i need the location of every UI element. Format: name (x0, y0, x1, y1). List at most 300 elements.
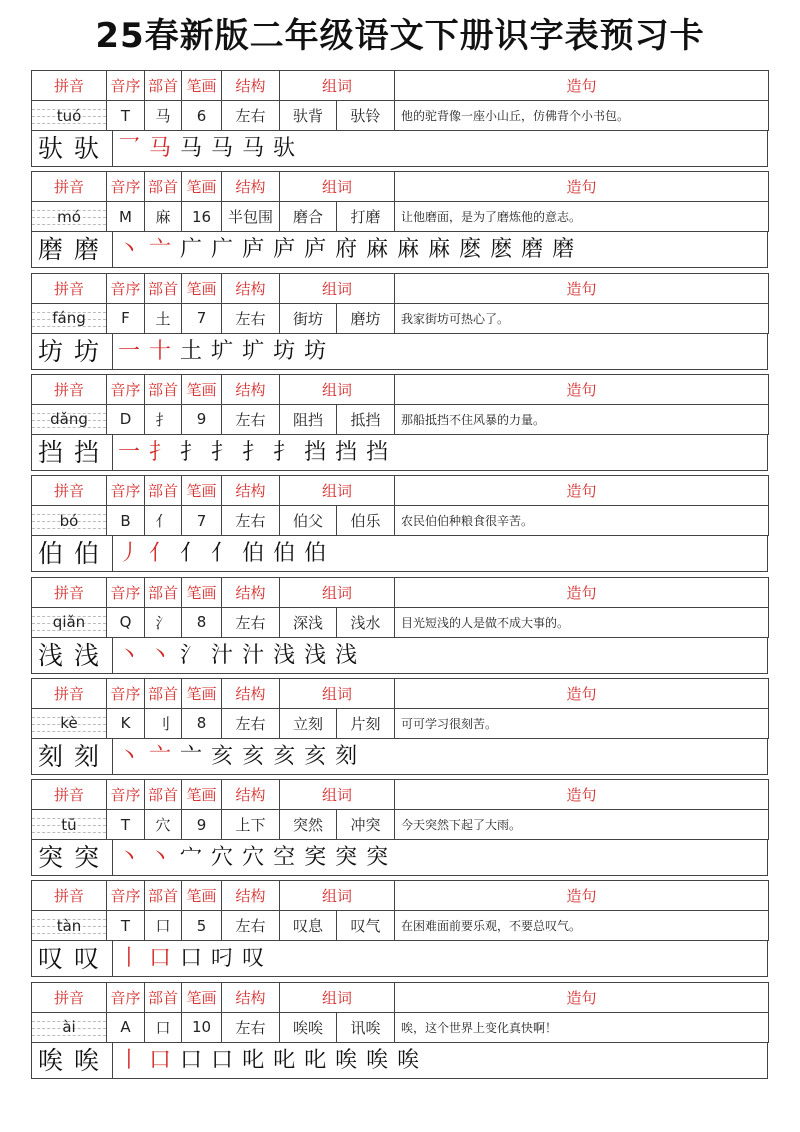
header-cell: 结构 (222, 881, 280, 911)
stroke-step: 丿 (118, 541, 150, 567)
zuci-cell: 阻挡 (280, 404, 337, 434)
bushou-cell: 口 (145, 1012, 182, 1042)
header-cell: 部首 (145, 172, 182, 202)
stroke-step: 氵 (180, 642, 212, 668)
stroke-step: 伯 (242, 541, 274, 567)
header-cell: 部首 (145, 476, 182, 506)
large-character: 突 (74, 843, 100, 873)
stroke-step: 叱 (242, 1047, 274, 1073)
stroke-step: 口 (180, 1047, 212, 1073)
bushou-cell: 刂 (145, 708, 182, 738)
bihua-cell: 6 (182, 101, 222, 131)
char-info-table (31, 678, 769, 739)
large-character: 叹 (38, 944, 64, 974)
pinyin-text: tàn (56, 916, 82, 935)
header-cell: 造句 (395, 71, 769, 101)
header-cell: 组词 (280, 678, 395, 708)
stroke-step: 亠 (149, 743, 181, 769)
divider (112, 739, 113, 774)
divider (112, 638, 113, 673)
header-cell: 笔画 (182, 881, 222, 911)
stroke-order-row (31, 334, 768, 370)
pinyin-text: mó (57, 207, 81, 226)
stroke-step: 十 (149, 338, 181, 364)
stroke-step: 唉 (366, 1047, 398, 1073)
header-cell: 部首 (145, 881, 182, 911)
stroke-step: 扌 (273, 439, 305, 465)
stroke-step: 叼 (211, 946, 243, 972)
page-title: 25春新版二年级语文下册识字表预习卡 (95, 16, 705, 56)
zuci-cell: 浅水 (337, 607, 395, 637)
zaoju-cell: 他的驼背像一座小山丘，仿佛背个小书包。 (395, 101, 769, 131)
bihua-cell: 9 (182, 810, 222, 840)
stroke-step: 亻 (211, 541, 243, 567)
stroke-order-row (31, 232, 768, 268)
header-cell: 组词 (280, 273, 395, 303)
stroke-step: 丶 (118, 743, 150, 769)
zuci-cell: 叹息 (280, 911, 337, 941)
stroke-step: 乛 (118, 136, 150, 161)
bihua-cell: 5 (182, 911, 222, 941)
header-cell: 部首 (145, 71, 182, 101)
pinyin-text: tū (61, 815, 77, 834)
bushou-cell: 马 (145, 101, 182, 131)
zuci-cell: 叹气 (337, 911, 395, 941)
stroke-step: 一 (118, 439, 150, 465)
stroke-step: 扌 (211, 439, 243, 465)
pinyin-text: qiǎn (52, 613, 86, 631)
header-cell: 结构 (222, 577, 280, 607)
char-card (31, 171, 768, 268)
header-cell: 造句 (395, 678, 769, 708)
header-cell: 造句 (395, 982, 769, 1012)
bihua-cell: 8 (182, 708, 222, 738)
stroke-sequence (118, 131, 304, 167)
stroke-step: 亥 (273, 743, 305, 769)
stroke-step: 浅 (273, 642, 305, 668)
header-cell: 笔画 (182, 780, 222, 810)
char-info-table (31, 880, 769, 941)
stroke-order-row (31, 840, 768, 876)
header-cell: 笔画 (182, 678, 222, 708)
bushou-cell: 氵 (145, 607, 182, 637)
stroke-step: 挡 (366, 439, 398, 465)
header-cell: 笔画 (182, 577, 222, 607)
stroke-order-row (31, 739, 768, 775)
large-character: 刻 (38, 741, 64, 771)
stroke-step: 宀 (180, 845, 212, 871)
char-info-table (31, 577, 769, 638)
stroke-step: 麻 (366, 237, 398, 263)
char-info-table (31, 982, 769, 1043)
stroke-step: 汁 (242, 642, 274, 668)
bushou-cell: 穴 (145, 810, 182, 840)
stroke-step: 坊 (273, 338, 305, 364)
header-cell: 结构 (222, 476, 280, 506)
zaoju-cell: 在困难面前要乐观，不要总叹气。 (395, 911, 769, 941)
stroke-step: 挡 (304, 439, 336, 465)
stroke-order-row (31, 941, 768, 977)
bushou-cell: 口 (145, 911, 182, 941)
stroke-step: 圹 (242, 338, 274, 364)
header-cell: 部首 (145, 577, 182, 607)
stroke-step: 磨 (521, 237, 553, 263)
pinyin-cell (32, 607, 107, 637)
zuci-cell: 磨合 (280, 202, 337, 232)
header-cell: 笔画 (182, 374, 222, 404)
stroke-step: 扌 (180, 439, 212, 465)
stroke-step: 丶 (118, 237, 150, 263)
header-cell: 笔画 (182, 476, 222, 506)
zuci-cell: 伯父 (280, 506, 337, 536)
header-cell: 结构 (222, 374, 280, 404)
large-character: 突 (38, 843, 64, 873)
stroke-step: 丶 (149, 642, 181, 668)
char-info-table (31, 374, 769, 435)
header-cell: 组词 (280, 577, 395, 607)
stroke-order-row (31, 131, 768, 167)
stroke-step: 麽 (459, 237, 491, 263)
jiegou-cell: 半包围 (222, 202, 280, 232)
divider (112, 1043, 113, 1078)
header-cell: 结构 (222, 982, 280, 1012)
zaoju-cell: 今天突然下起了大雨。 (395, 810, 769, 840)
pinyin-cell (32, 911, 107, 941)
stroke-step: 麽 (490, 237, 522, 263)
header-cell: 笔画 (182, 71, 222, 101)
large-character: 磨 (38, 235, 64, 265)
pinyin-cell (32, 1012, 107, 1042)
stroke-step: 叱 (273, 1047, 305, 1073)
stroke-step: 伯 (304, 541, 336, 567)
pinyin-cell (32, 708, 107, 738)
yinxu-cell: D (107, 404, 145, 434)
header-cell: 部首 (145, 780, 182, 810)
large-character: 驮 (74, 134, 100, 163)
pinyin-cell (32, 202, 107, 232)
stroke-sequence (118, 232, 583, 268)
stroke-step: 亥 (242, 743, 274, 769)
stroke-step: 丶 (149, 845, 181, 871)
header-cell: 造句 (395, 273, 769, 303)
header-cell: 音序 (107, 476, 145, 506)
stroke-sequence (118, 435, 397, 471)
divider (112, 334, 113, 369)
pinyin-cell (32, 404, 107, 434)
stroke-step: 亥 (211, 743, 243, 769)
char-card (31, 982, 768, 1079)
stroke-step: 丶 (118, 642, 150, 668)
zuci-cell: 讯唉 (337, 1012, 395, 1042)
header-cell: 拼音 (32, 374, 107, 404)
stroke-step: 浅 (304, 642, 336, 668)
zaoju-cell: 目光短浅的人是做不成大事的。 (395, 607, 769, 637)
stroke-step: 圹 (211, 338, 243, 364)
stroke-step: 浅 (335, 642, 367, 668)
pinyin-text: ài (62, 1018, 76, 1037)
divider (112, 232, 113, 267)
header-cell: 拼音 (32, 476, 107, 506)
header-cell: 造句 (395, 881, 769, 911)
stroke-step: 驮 (273, 136, 305, 161)
header-cell: 音序 (107, 71, 145, 101)
header-cell: 造句 (395, 476, 769, 506)
pinyin-text: fáng (52, 309, 86, 328)
header-cell: 部首 (145, 273, 182, 303)
header-cell: 音序 (107, 577, 145, 607)
stroke-step: 亻 (180, 541, 212, 567)
header-cell: 音序 (107, 780, 145, 810)
stroke-step: 口 (211, 1047, 243, 1073)
jiegou-cell: 左右 (222, 911, 280, 941)
pinyin-cell (32, 810, 107, 840)
char-card (31, 273, 768, 370)
stroke-step: 唉 (397, 1047, 429, 1073)
bihua-cell: 7 (182, 506, 222, 536)
char-card (31, 779, 768, 876)
char-card (31, 70, 768, 167)
stroke-step: 口 (180, 946, 212, 972)
header-cell: 结构 (222, 678, 280, 708)
zaoju-cell: 唉，这个世界上变化真快啊！ (395, 1012, 769, 1042)
header-cell: 部首 (145, 982, 182, 1012)
stroke-step: 广 (180, 237, 212, 263)
stroke-step: 土 (180, 338, 212, 364)
header-cell: 结构 (222, 172, 280, 202)
stroke-sequence (118, 536, 335, 572)
header-cell: 音序 (107, 374, 145, 404)
stroke-step: 坊 (304, 338, 336, 364)
jiegou-cell: 左右 (222, 404, 280, 434)
pinyin-text: dǎng (50, 410, 88, 429)
jiegou-cell: 左右 (222, 506, 280, 536)
char-info-table (31, 171, 769, 232)
large-character: 浅 (74, 640, 100, 670)
stroke-step: 亥 (304, 743, 336, 769)
zuci-cell: 驮铃 (337, 101, 395, 131)
jiegou-cell: 左右 (222, 708, 280, 738)
header-cell: 组词 (280, 982, 395, 1012)
large-character: 叹 (74, 944, 100, 974)
char-info-table (31, 70, 769, 131)
header-cell: 拼音 (32, 577, 107, 607)
stroke-step: 扌 (149, 439, 181, 465)
header-cell: 部首 (145, 678, 182, 708)
stroke-step: 磨 (552, 237, 584, 263)
stroke-step: 庐 (273, 237, 305, 263)
large-character: 挡 (74, 437, 100, 467)
jiegou-cell: 左右 (222, 607, 280, 637)
zaoju-cell: 我家街坊可热心了。 (395, 303, 769, 333)
zuci-cell: 立刻 (280, 708, 337, 738)
header-cell: 组词 (280, 780, 395, 810)
stroke-step: 穴 (242, 845, 274, 871)
stroke-step: 亠 (149, 237, 181, 263)
yinxu-cell: T (107, 911, 145, 941)
header-cell: 拼音 (32, 881, 107, 911)
stroke-step: 叱 (304, 1047, 336, 1073)
stroke-step: 汁 (211, 642, 243, 668)
header-cell: 音序 (107, 982, 145, 1012)
header-cell: 结构 (222, 780, 280, 810)
stroke-step: 唉 (335, 1047, 367, 1073)
large-character: 坊 (74, 336, 100, 366)
stroke-step: 丨 (118, 1047, 150, 1073)
header-cell: 组词 (280, 476, 395, 506)
char-card (31, 475, 768, 572)
header-cell: 组词 (280, 374, 395, 404)
header-cell: 结构 (222, 273, 280, 303)
large-character: 唉 (74, 1045, 100, 1075)
divider (112, 840, 113, 875)
large-character: 唉 (38, 1045, 64, 1075)
stroke-order-row (31, 435, 768, 471)
yinxu-cell: Q (107, 607, 145, 637)
jiegou-cell: 左右 (222, 303, 280, 333)
char-info-table (31, 779, 769, 840)
header-cell: 造句 (395, 374, 769, 404)
zuci-cell: 磨坊 (337, 303, 395, 333)
large-character: 伯 (74, 539, 100, 569)
header-cell: 音序 (107, 172, 145, 202)
stroke-step: 叹 (242, 946, 274, 972)
stroke-step: 马 (180, 136, 212, 161)
pinyin-text: tuó (56, 106, 82, 125)
header-cell: 组词 (280, 172, 395, 202)
divider (112, 435, 113, 470)
char-card (31, 577, 768, 674)
bushou-cell: 亻 (145, 506, 182, 536)
header-cell: 部首 (145, 374, 182, 404)
stroke-step: 马 (242, 136, 274, 161)
pinyin-cell (32, 506, 107, 536)
header-cell: 造句 (395, 577, 769, 607)
stroke-step: 扌 (242, 439, 274, 465)
divider (112, 131, 113, 166)
header-cell: 拼音 (32, 172, 107, 202)
zuci-cell: 街坊 (280, 303, 337, 333)
bihua-cell: 8 (182, 607, 222, 637)
large-character: 挡 (38, 437, 64, 467)
large-character: 伯 (38, 539, 64, 569)
stroke-sequence (118, 334, 335, 370)
yinxu-cell: T (107, 101, 145, 131)
header-cell: 组词 (280, 881, 395, 911)
stroke-step: 空 (273, 845, 305, 871)
yinxu-cell: F (107, 303, 145, 333)
bihua-cell: 7 (182, 303, 222, 333)
bushou-cell: 扌 (145, 404, 182, 434)
jiegou-cell: 左右 (222, 101, 280, 131)
pinyin-text: bó (59, 511, 79, 530)
char-card (31, 374, 768, 471)
zaoju-cell: 可可学习很刻苦。 (395, 708, 769, 738)
divider (112, 536, 113, 571)
stroke-step: 庐 (242, 237, 274, 263)
zaoju-cell: 那船抵挡不住风暴的力量。 (395, 404, 769, 434)
header-cell: 笔画 (182, 273, 222, 303)
header-cell: 笔画 (182, 982, 222, 1012)
bihua-cell: 16 (182, 202, 222, 232)
stroke-order-row (31, 1043, 768, 1079)
large-character: 坊 (38, 336, 64, 366)
stroke-step: 穾 (304, 845, 336, 871)
stroke-sequence (118, 739, 366, 775)
stroke-order-row (31, 536, 768, 572)
pinyin-cell (32, 303, 107, 333)
yinxu-cell: B (107, 506, 145, 536)
zuci-cell: 驮背 (280, 101, 337, 131)
stroke-step: 伯 (273, 541, 305, 567)
stroke-sequence (118, 638, 366, 674)
stroke-step: 口 (149, 946, 181, 972)
pinyin-text: kè (60, 714, 78, 733)
stroke-sequence (118, 1043, 428, 1079)
stroke-step: 马 (149, 136, 181, 161)
stroke-step: 挡 (335, 439, 367, 465)
zuci-cell: 打磨 (337, 202, 395, 232)
stroke-step: 丨 (118, 946, 150, 972)
zuci-cell: 伯乐 (337, 506, 395, 536)
yinxu-cell: M (107, 202, 145, 232)
zaoju-cell: 让他磨面，是为了磨炼他的意志。 (395, 202, 769, 232)
zuci-cell: 突然 (280, 810, 337, 840)
header-cell: 拼音 (32, 71, 107, 101)
stroke-step: 麻 (428, 237, 460, 263)
large-character: 驮 (38, 134, 64, 163)
stroke-step: 亻 (149, 541, 181, 567)
yinxu-cell: A (107, 1012, 145, 1042)
zuci-cell: 冲突 (337, 810, 395, 840)
stroke-sequence (118, 840, 397, 876)
bushou-cell: 麻 (145, 202, 182, 232)
stroke-sequence (118, 941, 273, 977)
char-card (31, 678, 768, 775)
char-info-table (31, 273, 769, 334)
zuci-cell: 抵挡 (337, 404, 395, 434)
large-character: 浅 (38, 640, 64, 670)
header-cell: 造句 (395, 172, 769, 202)
stroke-step: 突 (335, 845, 367, 871)
divider (112, 941, 113, 976)
bushou-cell: 土 (145, 303, 182, 333)
header-cell: 组词 (280, 71, 395, 101)
char-card (31, 880, 768, 977)
zaoju-cell: 农民伯伯种粮食很辛苦。 (395, 506, 769, 536)
stroke-step: 丶 (118, 845, 150, 871)
header-cell: 造句 (395, 780, 769, 810)
pinyin-cell (32, 101, 107, 131)
zuci-cell: 深浅 (280, 607, 337, 637)
header-cell: 结构 (222, 71, 280, 101)
stroke-step: 一 (118, 338, 150, 364)
header-cell: 拼音 (32, 678, 107, 708)
char-info-table (31, 475, 769, 536)
stroke-step: 麻 (397, 237, 429, 263)
stroke-step: 亠 (180, 743, 212, 769)
stroke-step: 府 (335, 237, 367, 263)
stroke-step: 马 (211, 136, 243, 161)
zuci-cell: 唉唉 (280, 1012, 337, 1042)
yinxu-cell: K (107, 708, 145, 738)
large-character: 刻 (74, 741, 100, 771)
header-cell: 笔画 (182, 172, 222, 202)
jiegou-cell: 上下 (222, 810, 280, 840)
stroke-step: 刻 (335, 743, 367, 769)
zuci-cell: 片刻 (337, 708, 395, 738)
header-cell: 音序 (107, 273, 145, 303)
bihua-cell: 10 (182, 1012, 222, 1042)
